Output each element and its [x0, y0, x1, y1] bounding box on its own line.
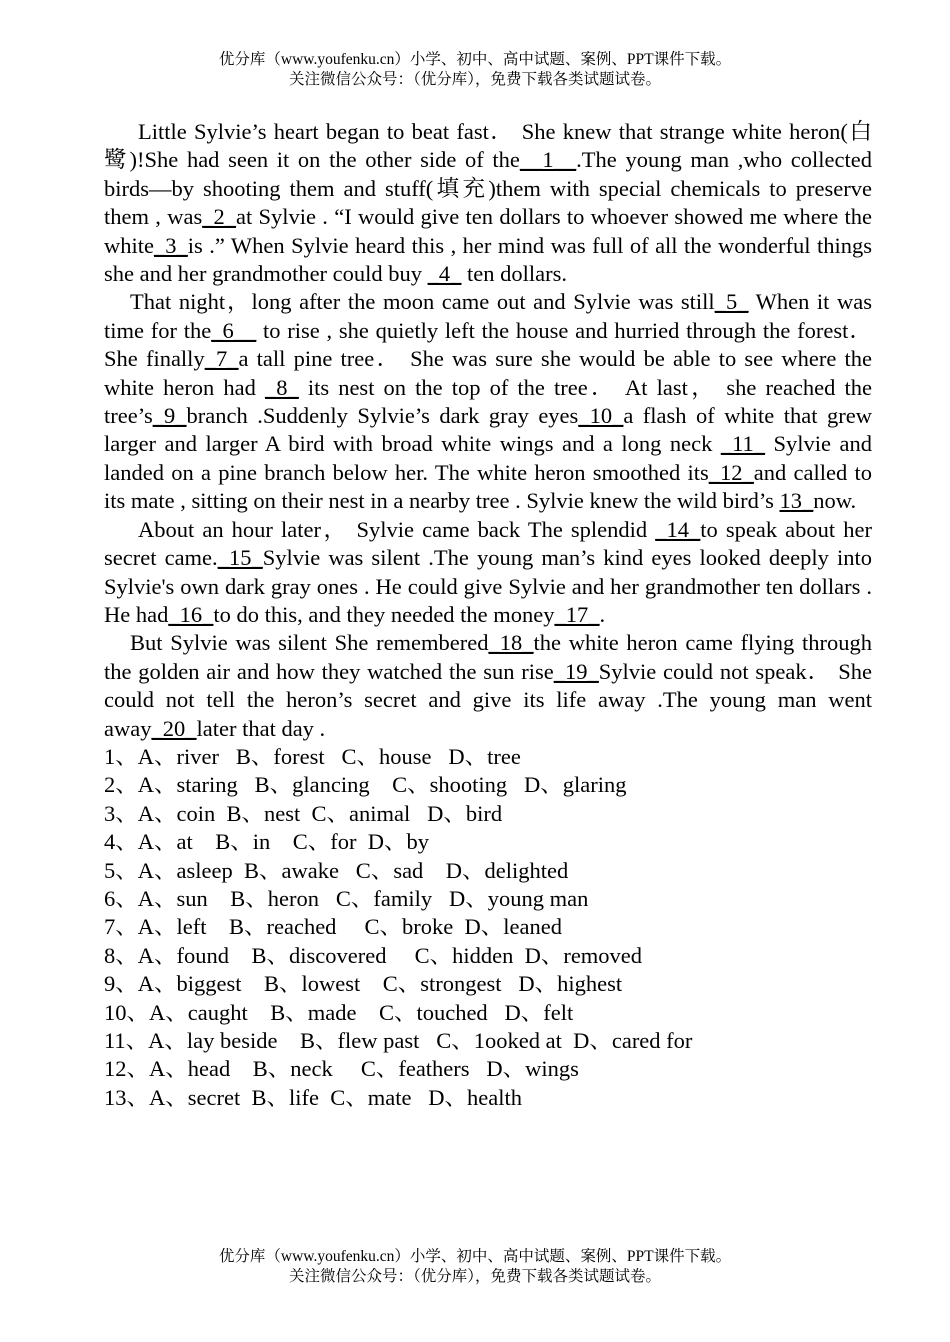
question-item: 13、A、secret B、life C、mate D、health: [104, 1084, 523, 1110]
passage-paragraph-4: [104, 629, 872, 743]
answer-blank: _9_: [152, 403, 187, 429]
question-item: 2、A、staring B、glancing C、shooting D、glaring: [104, 772, 627, 798]
answer-blank: _7_: [204, 346, 239, 372]
passage-text: to rise , she quietly left the house and hurried through the forest． She finally: [104, 317, 873, 372]
answer-blank: __1__: [519, 147, 577, 173]
passage-paragraph-3: [104, 516, 872, 630]
answer-blank: _14_: [655, 516, 701, 542]
passage-text: the white heron came flying through the golden air and how they watched the sun rise: [104, 630, 872, 684]
page-header: [0, 50, 950, 90]
question-item: 10、A、caught B、made C、touched D、felt: [104, 999, 574, 1025]
question-item: 8、A、found B、discovered C、hidden D、removed: [104, 942, 643, 968]
page-footer: [0, 1247, 950, 1287]
question-item: 9、A、biggest B、lowest C、strongest D、highest: [104, 971, 623, 997]
passage-paragraph-1: [104, 118, 872, 288]
footer-line-2: 关注微信公众号：（优分库），免费下载各类试题试卷。: [288, 1268, 661, 1285]
passage-text: its nest on the top of the tree． At last， she reached the tree’s: [104, 374, 872, 429]
passage-text: at Sylvie . “I would give ten dollars to whoever showed me where the white: [104, 204, 872, 258]
question-item: 6、A、sun B、heron C、family D、young man: [104, 885, 589, 911]
question-list: [104, 743, 872, 1112]
passage-text: When it was time for the: [104, 289, 873, 343]
answer-blank: _3_: [154, 232, 188, 258]
question-item: 3、A、coin B、nest C、animal D、bird: [104, 800, 503, 826]
question-item: 4、A、at B、in C、for D、by: [104, 829, 429, 855]
answer-blank: _20_: [151, 715, 197, 741]
answer-blank: _16_: [168, 601, 214, 627]
passage-text: .The young man ,who collected birds—by shooting them and stuff(填充)them with special chemicals to preserve them , was: [104, 147, 872, 230]
passage-text: Sylvie was silent .The young man’s kind eyes looked deeply into Sylvie's own dark gray ones . He could give Sylvie and her grandmother ten dollars . He had: [104, 545, 873, 627]
answer-blank: _17_: [554, 601, 600, 627]
passage-text: to speak about her secret came.: [104, 516, 872, 571]
answer-blank: _5_: [714, 289, 749, 315]
answer-blank: _2_: [202, 204, 236, 230]
answer-blank: _8_: [265, 374, 299, 400]
question-item: 12、A、head B、neck C、feathers D、wings: [104, 1056, 579, 1082]
question-item: 5、A、asleep B、awake C、sad D、delighted: [104, 857, 569, 883]
passage-text: But Sylvie was silent She remembered: [130, 630, 489, 656]
passage-text: About an hour later， Sylvie came back The splendid: [138, 516, 656, 542]
answer-blank: 13_: [779, 488, 814, 514]
question-item: 11、A、lay beside B、flew past C、1ooked at D、cared for: [104, 1028, 693, 1053]
passage-text: now.: [813, 488, 857, 514]
passage-text: a flash of white that grew larger and larger A bird with broad white wings and a long neck: [104, 403, 873, 457]
answer-blank: _11_: [720, 431, 766, 457]
passage-text: to do this, and they needed the money: [213, 601, 555, 627]
answer-blank: _6__: [211, 317, 257, 343]
passage-text: That night，long after the moon came out and Sylvie was still: [130, 289, 715, 315]
document-body: [104, 118, 872, 1112]
question-item: 1、A、river B、forest C、house D、tree: [104, 743, 521, 769]
passage-text: is .” When Sylvie heard this , her mind was full of all the wonderful things she and her grandmother could buy: [104, 232, 872, 287]
passage-text: later that day .: [196, 715, 326, 741]
passage-text: .: [599, 601, 606, 627]
answer-blank: _19_: [553, 658, 599, 684]
passage-paragraph-2: [104, 288, 872, 515]
answer-blank: _12_: [708, 459, 754, 485]
passage-text: branch .Suddenly Sylvie’s dark gray eyes: [186, 403, 579, 429]
header-line-2: 关注微信公众号：（优分库），免费下载各类试题试卷。: [288, 71, 661, 88]
passage-text: ten dollars.: [461, 261, 568, 287]
passage-text: a tall pine tree． She was sure she would be able to see where the white heron had: [104, 346, 872, 400]
passage-text: Sylvie and landed on a pine branch below her. The white heron smoothed its: [104, 431, 872, 485]
answer-blank: _4_: [427, 261, 462, 287]
answer-blank: _18_: [488, 630, 534, 656]
answer-blank: _15_: [217, 545, 263, 571]
question-item: 7、A、left B、reached C、broke D、leaned: [104, 914, 562, 940]
passage-text: and called to its mate , sitting on their nest in a nearby tree . Sylvie knew the wild bird’s: [104, 459, 872, 514]
footer-line-1: 优分库（www.youfenku.cn）小学、初中、高中试题、案例、PPT课件下载。: [218, 1248, 732, 1265]
passage-text: Sylvie could not speak． She could not tell the heron’s secret and give its life away .The young man went away: [104, 658, 872, 741]
answer-blank: _10_: [578, 403, 624, 429]
passage-text: Little Sylvie’s heart began to beat fast． She knew that strange white heron(白鹭)!She had seen it on the other side of the: [104, 119, 872, 173]
header-line-1: 优分库（www.youfenku.cn）小学、初中、高中试题、案例、PPT课件下载。: [218, 51, 732, 68]
